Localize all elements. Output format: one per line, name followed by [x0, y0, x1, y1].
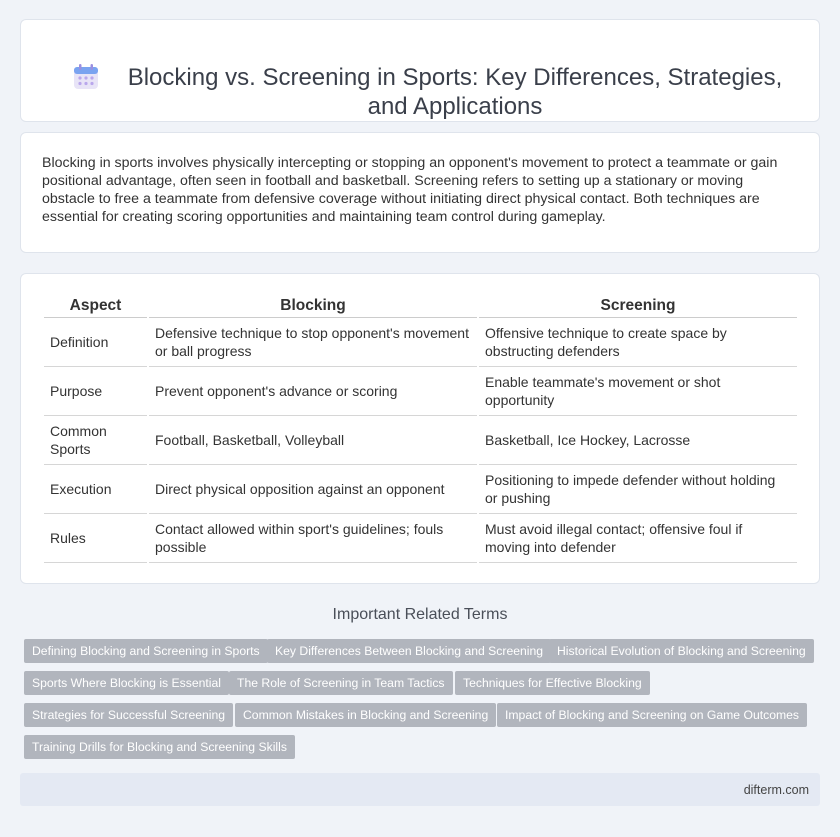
table-row — [44, 416, 797, 465]
screening-cell: Positioning to impede defender without holding or pushing — [479, 465, 797, 514]
table-row — [44, 318, 797, 367]
blocking-cell: Defensive technique to stop opponent's movement or ball progress — [149, 318, 477, 367]
related-term-tag[interactable]: Techniques for Effective Blocking — [455, 671, 650, 695]
table-row — [44, 465, 797, 514]
table-row — [44, 514, 797, 563]
related-term-tag[interactable]: Common Mistakes in Blocking and Screening — [235, 703, 496, 727]
related-term-tag[interactable]: Training Drills for Blocking and Screening Skills — [24, 735, 295, 759]
aspect-cell: Definition — [44, 318, 147, 367]
intro-card — [20, 132, 820, 253]
aspect-cell: Purpose — [44, 367, 147, 416]
related-term-tag[interactable]: Sports Where Blocking is Essential — [24, 671, 229, 695]
intro-paragraph: Blocking in sports involves physically intercepting or stopping an opponent's movement to protect a teammate or gain positional advantage, often seen in football and basketball. Screening refers to setting up a stationary or moving obstacle to free a teammate from defensive coverage without initiating direct physical contact. Both techniques are essential for creating scoring opportunities and maintaining team control during gameplay. — [42, 155, 778, 225]
screening-cell: Enable teammate's movement or shot opportunity — [479, 367, 797, 416]
comparison-table — [42, 296, 799, 563]
blocking-cell: Contact allowed within sport's guidelines; fouls possible — [149, 514, 477, 563]
related-term-tag[interactable]: Historical Evolution of Blocking and Screening — [549, 639, 814, 663]
related-term-tag[interactable]: Strategies for Successful Screening — [24, 703, 233, 727]
blocking-cell: Direct physical opposition against an opponent — [149, 465, 477, 514]
related-term-tag[interactable]: The Role of Screening in Team Tactics — [229, 671, 453, 695]
footer-site[interactable]: difterm.com — [743, 783, 809, 797]
title-card — [20, 19, 820, 122]
screening-cell: Offensive technique to create space by obstructing defenders — [479, 318, 797, 367]
screening-cell: Must avoid illegal contact; offensive foul if moving into defender — [479, 514, 797, 563]
related-term-tag[interactable]: Impact of Blocking and Screening on Game Outcomes — [497, 703, 807, 727]
aspect-cell: Common Sports — [44, 416, 147, 465]
header-screening: Screening — [479, 296, 797, 318]
comparison-card — [20, 273, 820, 584]
aspect-cell: Rules — [44, 514, 147, 563]
page-title: Blocking vs. Screening in Sports: Key Differences, Strategies, and Applications — [127, 64, 783, 120]
related-term-tag[interactable]: Defining Blocking and Screening in Sports — [24, 639, 268, 663]
calendar-icon — [73, 64, 99, 90]
related-terms-title: Important Related Terms — [332, 606, 508, 623]
header-blocking: Blocking — [149, 296, 477, 318]
header-aspect: Aspect — [44, 296, 147, 318]
table-header-row — [44, 296, 797, 318]
related-term-tag[interactable]: Key Differences Between Blocking and Screening — [267, 639, 551, 663]
footer — [20, 773, 820, 806]
aspect-cell: Execution — [44, 465, 147, 514]
table-row — [44, 367, 797, 416]
blocking-cell: Prevent opponent's advance or scoring — [149, 367, 477, 416]
screening-cell: Basketball, Ice Hockey, Lacrosse — [479, 416, 797, 465]
blocking-cell: Football, Basketball, Volleyball — [149, 416, 477, 465]
